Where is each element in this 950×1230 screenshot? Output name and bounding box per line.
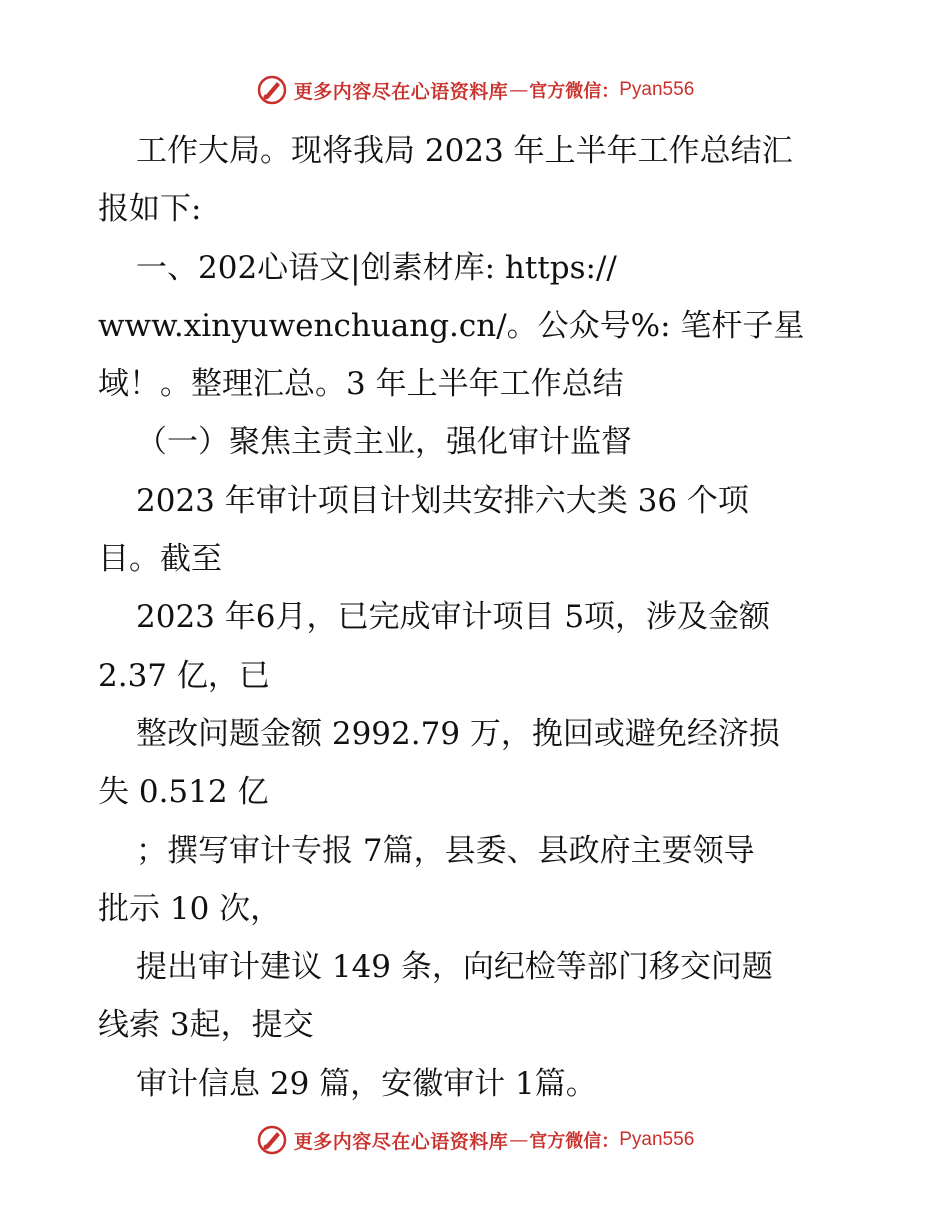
document-line: 工作大局。现将我局 2023 年上半年工作总结汇 (136, 133, 793, 169)
document-line: 一、202心语文|创素材库: https:// (136, 249, 617, 286)
document-line: ；撰写审计专报 7篇，县委、县政府主要领导 (136, 832, 755, 869)
document-line: 整改问题金额 2992.79 万，挽回或避免经济损 (136, 715, 780, 752)
document-line: 域！。整理汇总。3 年上半年工作总结 (98, 366, 624, 403)
document-line: 2023 年审计项目计划共安排六大类 36 个项 (136, 482, 749, 519)
banner-dash: — (509, 79, 529, 101)
document-line: 线索 3起，提交 (98, 1007, 314, 1044)
document-body (98, 122, 878, 1113)
banner-text: 更多内容尽在心语资料库 (293, 80, 509, 103)
banner-text: 更多内容尽在心语资料库 (293, 1130, 509, 1153)
brush-logo-icon (256, 74, 288, 106)
document-line: 报如下: (98, 191, 202, 228)
document-line: 目。截至 (98, 541, 222, 578)
document-line: 提出审计建议 149 条，向纪检等部门移交问题 (136, 949, 773, 986)
banner-wechat-id: Pyan556 (619, 1129, 695, 1150)
document-line: www.xinyuwenchuang.cn/。公众号%: 笔杆子星 (98, 307, 805, 344)
document-line: 2023 年6月，已完成审计项目 5项，涉及金额 (136, 599, 771, 636)
banner-dash: — (509, 1129, 529, 1151)
document-line: （一）聚焦主责主业，强化审计监督 (136, 424, 632, 461)
document-line: 审计信息 29 篇，安徽审计 1篇。 (136, 1065, 597, 1102)
banner-official-label: 官方微信： (529, 1131, 620, 1152)
brush-logo-icon (256, 1124, 288, 1156)
header-watermark-banner (0, 70, 950, 110)
document-line: 2.37 亿，已 (98, 657, 270, 694)
footer-watermark-banner (0, 1120, 950, 1160)
document-line: 失 0.512 亿 (98, 774, 269, 811)
banner-wechat-id: Pyan556 (619, 79, 695, 100)
document-line: 批示 10 次， (98, 890, 282, 927)
banner-official-label: 官方微信： (529, 81, 620, 102)
